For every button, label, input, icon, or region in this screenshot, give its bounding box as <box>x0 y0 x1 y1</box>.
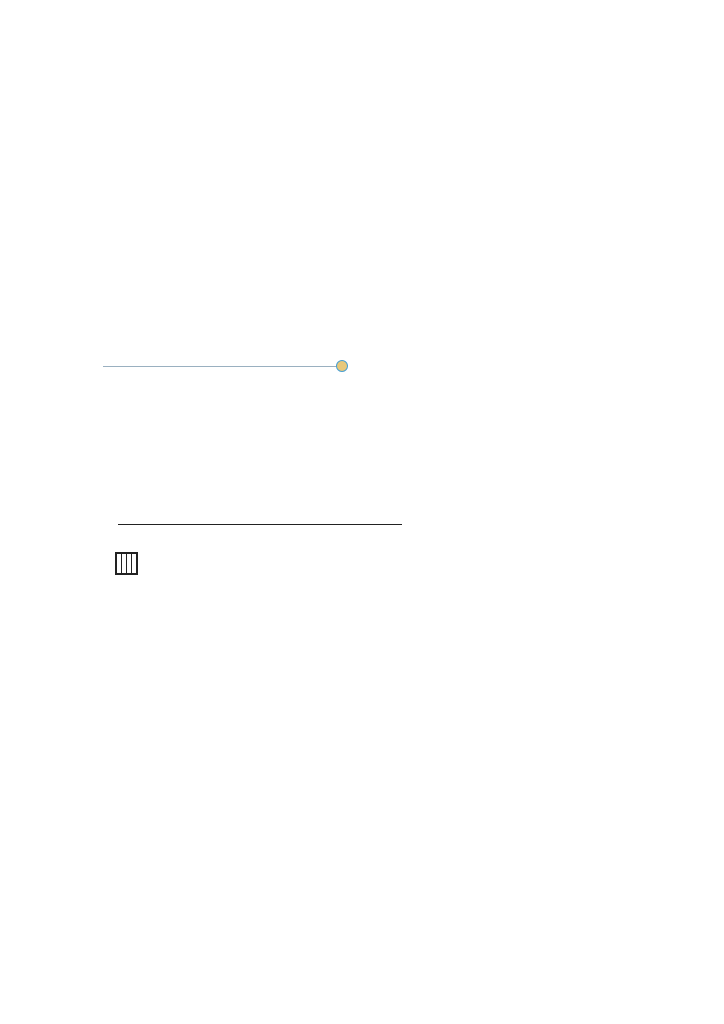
recipient-underline <box>103 366 341 367</box>
floral-border-top <box>0 0 724 200</box>
header-amount <box>132 553 138 574</box>
items-table-header <box>116 553 137 574</box>
total-amount-box <box>118 505 402 525</box>
floral-border-bottom <box>0 790 724 1024</box>
delivery-date <box>453 209 461 223</box>
delivery-number <box>440 228 448 242</box>
flower-dot-icon <box>336 360 348 372</box>
items-table <box>115 552 138 575</box>
